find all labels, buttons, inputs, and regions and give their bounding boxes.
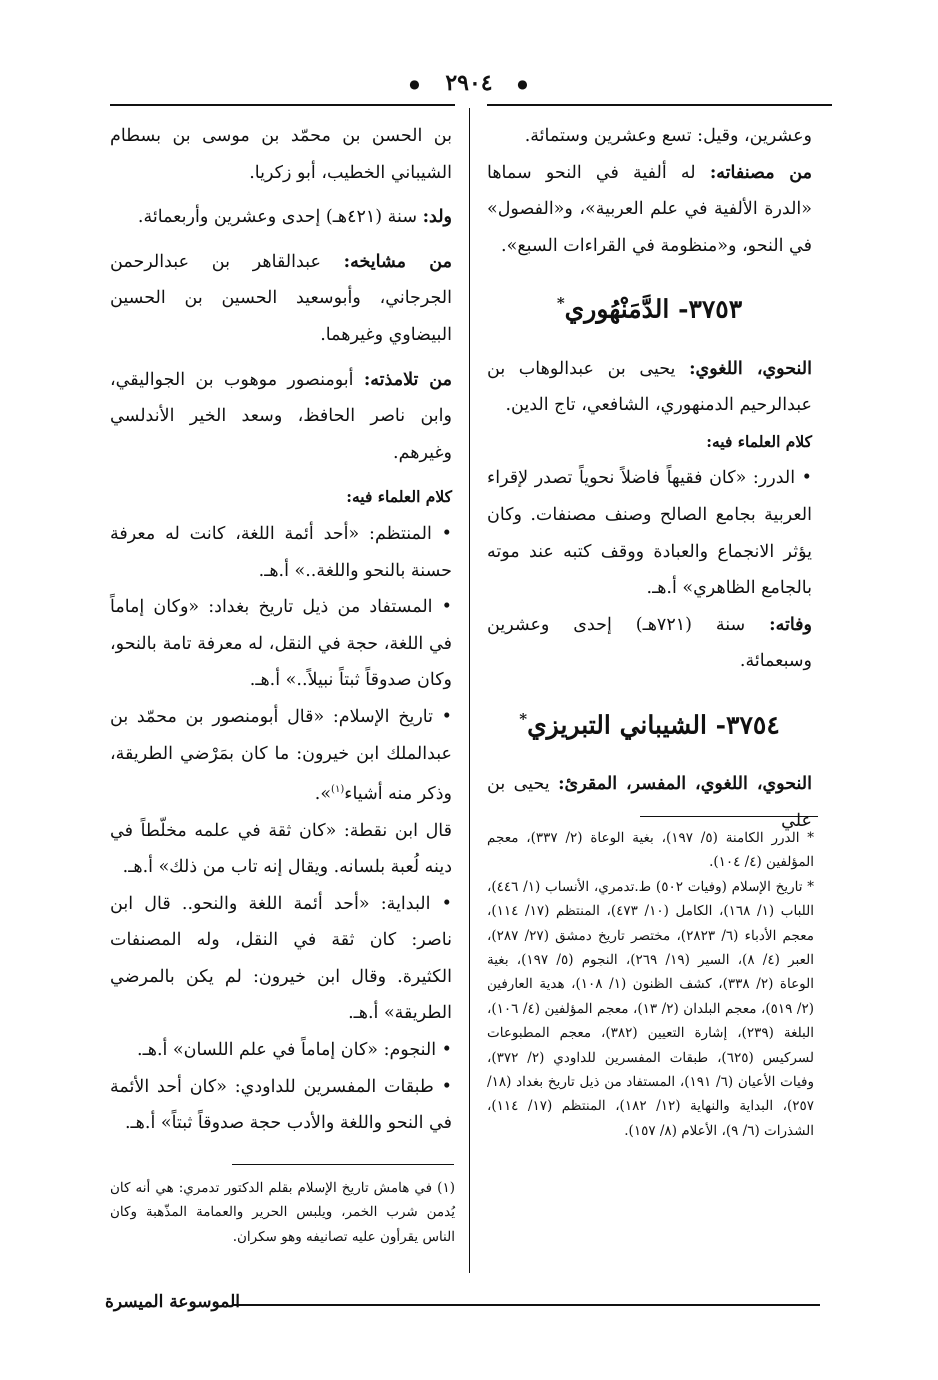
footnote-1: (١) في هامش تاريخ الإسلام بقلم الدكتور تدمري: هي أنه كان يُدمن شرب الخمر، ويلبس الحرير والعمامة المذّهبة وكان الناس يقرأون عليه تصانيفه وهو سكران.: [110, 1180, 455, 1245]
scholars-heading: كلام العلماء فيه:: [346, 487, 452, 507]
page-number: ● ٢٩٠٤ ●: [409, 70, 529, 96]
entry-3753-profile-text: يحيى بن عبدالوهاب بن عبدالرحيم الدمنهوري، الشافعي، تاج الدين.: [487, 358, 812, 416]
footnote-entry-3754: * تاريخ الإسلام (وفيات ٥٠٢) ط.تدمري، الأنساب (١/ ٤٤٦)، اللباب (١/ ١٦٨)، الكامل (١٠/ ٤٧٣)، المنتظم (١٧/ ١١٤)، معجم الأدباء (٦/ ٢٨٢٣)، مختصر تاريخ دمشق (٢٧/ ٢٨٧)، العبر (٤/ ٨)، السير (١٩/ ٢٦٩)، النجوم (٥/ ١٩٧)، بغية الوعاة (٢/ ٣٣٨)، كشف الظنون (١/ ١٠٨)، هدية العارفين (٢/ ٥١٩)، معجم البلدان (٢/ ١٣)، معجم المؤلفين (٤/ ١٠٦)، البلغة (٢٣٩)، إشارة التعيين (٣٨٢)، معجم المطبوعات لسركيس (٦٢٥)، طبقات المفسرين للداودي (٢/ ٣٧٢)، وفيات الأعيان (٦/ ١٩١)، المستفاد من ذيل تاريخ بغداد (١٨/ ٢٥٧)، البداية والنهاية (١٢/ ١٨٢)، المنتظم (١٧/ ١١٤)، الشذرات (٦/ ٩)، الأعلام (٨/ ١٥٧).: [487, 878, 815, 1139]
footnote-rule-left: [232, 1164, 454, 1165]
footnote-ref: (١): [331, 784, 345, 796]
right-column: [487, 118, 812, 840]
quote-tabaqat: • طبقات المفسرين للداودي: «كان أحد الأئمة في النحو واللغة والأدب حجة صدوقاً ثبتاً» أ.هـ.: [110, 1076, 452, 1134]
column-divider: [469, 108, 470, 1273]
footnotes-right: [487, 826, 814, 1143]
entry-3754-profile-label: النحوي، اللغوي، المفسر، المقرئ:: [558, 774, 812, 795]
entry-3753-profile: [487, 351, 812, 424]
entry-3753-marker: *: [556, 294, 565, 313]
header-rule-left: [110, 104, 455, 106]
entry-3753-death-label: وفاته:: [769, 614, 812, 635]
entry-3753-profile-label: النحوي، اللغوي:: [689, 358, 812, 379]
entry-3754-marker: *: [519, 710, 528, 729]
name-continuation: بن الحسن بن محمّد بن موسى بن بسطام الشيباني الخطيب، أبو زكريا.: [110, 126, 452, 183]
birth-paragraph: [110, 199, 452, 236]
students-text: أبومنصور موهوب بن الجواليقي، وابن ناصر الحافظ، وسعد الخير الأندلسي وغيرهم.: [110, 369, 452, 463]
works-paragraph: [487, 155, 812, 265]
entry-3753-quote: • الدرر: «كان فقيهاً فاضلاً نحوياً تصدر لإقراء العربية بجامع الصالح وصنف مصنفات. وكان يؤثر الانجماع والعبادة ووقف كتبه عند موته بالجامع الظاهري» أ.هـ.: [487, 468, 812, 599]
footnote-entry-3753: * الدرر الكامنة (٥/ ١٩٧)، بغية الوعاة (٢/ ٣٣٧)، معجم المؤلفين (٤/ ١٠٤).: [487, 830, 815, 871]
footnotes-left: [110, 1176, 455, 1249]
entry-3753-title: ٣٧٥٣- الدَّمَنْهُوري*: [556, 294, 743, 324]
works-label: من مصنفاته:: [709, 162, 812, 183]
footnote-rule-right: [640, 816, 818, 817]
quote-bidaya: • البداية: «أحد أئمة اللغة والنحو.. قال ابن ناصر: كان ثقة في النقل، وله المصنفات الكثيرة. وقال ابن خيرون: لم يكن بالمرضي الطريقة» أ.هـ.: [110, 893, 452, 1024]
teachers-text: عبدالقاهر بن عبدالرحمن الجرجاني، وأبوسعيد الحسين بن الحسين البيضاوي وغيرهما.: [110, 251, 452, 345]
works-text: له ألفية في النحو سماها «الدرة الألفية في علم العربية»، و«الفصول» في النحو، و«منظومة في القراءات السبع».: [487, 162, 812, 256]
birth-text: سنة (٤٢١هـ) إحدى وعشرين وأربعمائة.: [137, 207, 417, 228]
footer-rule: [232, 1304, 820, 1306]
students-label: من تلامذته:: [363, 369, 452, 390]
quote-muntazam: • المنتظم: «أحد أئمة اللغة، كانت له معرفة حسنة بالنحو واللغة..» أ.هـ.: [110, 523, 452, 581]
entry-3753-death: [487, 607, 812, 680]
entry-3754-title: ٣٧٥٤- الشيباني التبريزي*: [519, 710, 780, 740]
entry-3753-scholars-heading: كلام العلماء فيه:: [706, 431, 812, 451]
header-rule-right: [487, 104, 832, 106]
intro-continuation: وعشرين، وقيل: تسع وعشرين وستمائة.: [524, 126, 812, 146]
quote-mustafad: • المستفاد من ذيل تاريخ بغداد: «وكان إماماً في اللغة، حجة في النقل، له معرفة تامة بالنحو، وكان صدوقاً ثبتاً نبيلاً..» أ.هـ.: [110, 597, 452, 691]
footer-brand: الموسوعة الميسرة: [105, 1292, 241, 1312]
birth-label: ولد:: [422, 207, 452, 228]
quote-nujum: • النجوم: «كان إماماً في علم اللسان» أ.هـ.: [137, 1040, 452, 1061]
quote-ibn-nuqta: قال ابن نقطة: «كان ثقة في علمه مخلّطاً في دينه لُعبة بلسانه. ويقال إنه تاب من ذلك» أ.هـ.: [110, 820, 452, 878]
students-paragraph: [110, 362, 452, 472]
teachers-label: من مشايخه:: [343, 251, 452, 272]
entry-3753-death-text: سنة (٧٢١هـ) إحدى وعشرين وسبعمائة.: [487, 614, 812, 672]
entry-3754-profile-text: يحيى بن علي: [487, 774, 812, 831]
quote-tarikh-islam: • تاريخ الإسلام: «قال أبومنصور بن محمّد بن عبدالملك ابن خيرون: ما كان بمَرْضي الطريقة، وذكر منه أشياء$^{(١)}$».: [110, 706, 452, 804]
left-column: [110, 118, 452, 1142]
teachers-paragraph: [110, 244, 452, 354]
